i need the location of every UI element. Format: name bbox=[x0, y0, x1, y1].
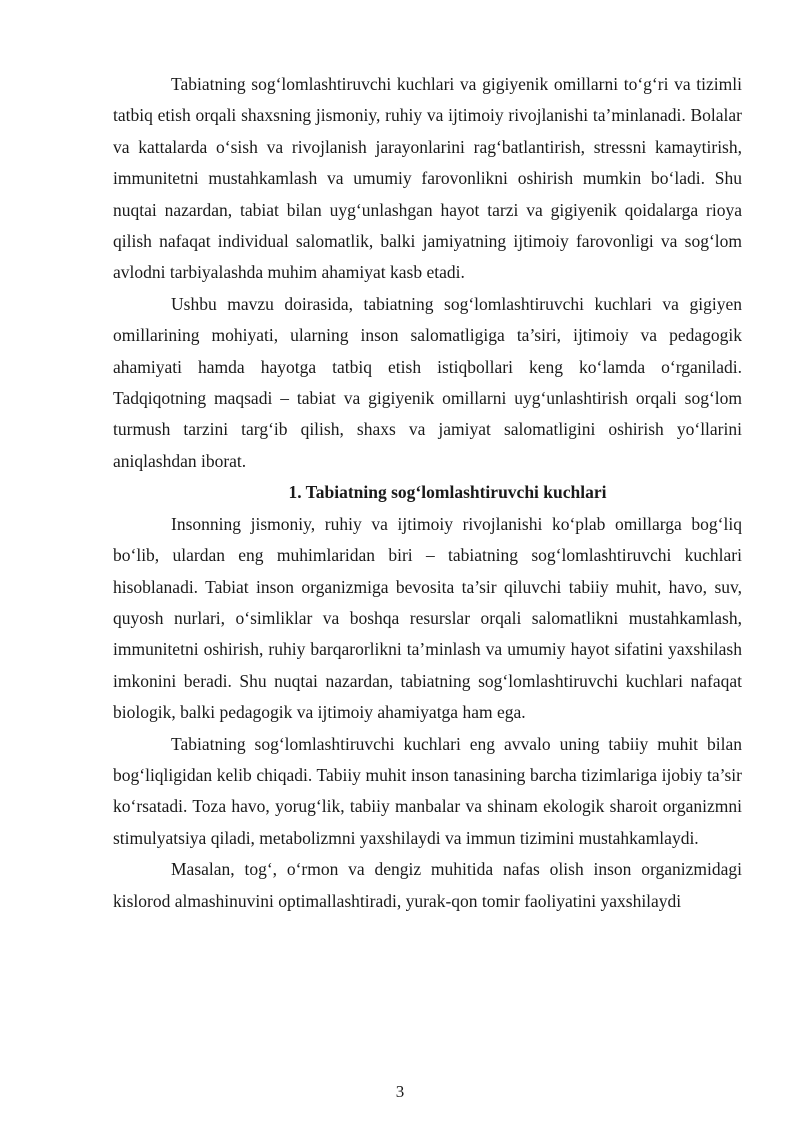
paragraph-section-2: Tabiatning sog‘lomlashtiruvchi kuchlari eng avvalo uning tabiiy muhit bilan bog‘liqligidan kelib chiqadi. Tabiiy muhit inson tanasining barcha tizimlariga ijobiy ta’sir ko‘rsatadi. Toza havo, yorug‘lik, tabiiy manbalar va shinam ekologik sharoit organizmni stimulyatsiya qiladi, metabolizmni yaxshilaydi va immun tizimini mustahkamlaydi. bbox=[113, 733, 742, 848]
page-body bbox=[113, 69, 742, 917]
paragraph-intro-1: Tabiatning sog‘lomlashtiruvchi kuchlari va gigiyenik omillarni to‘g‘ri va tizimli tatbiq etish orqali shaxsning jismoniy, ruhiy va ijtimoiy rivojlanishi ta’minlanadi. Bolalar va kattalarda o‘sish va rivojlanish jarayonlarini rag‘batlantirish, stressni kamaytirish, immunitetni mustahkamlash va umumiy farovonlikni oshirish mumkin bo‘ladi. Shu nuqtai nazardan, tabiat bilan uyg‘unlashgan hayot tarzi va gigiyenik qoidalarga rioya qilish nafaqat individual salomatlik, balki jamiyatning ijtimoiy farovonligi va sog‘lom avlodni tarbiyalashda muhim ahamiyat kasb etadi. bbox=[113, 74, 742, 283]
paragraph-section-1: Insonning jismoniy, ruhiy va ijtimoiy rivojlanishi ko‘plab omillarga bog‘liq bo‘lib, ulardan eng muhimlaridan biri – tabiatning sog‘lomlashtiruvchi kuchlari hisoblanadi. Tabiat inson organizmiga bevosita ta’sir qiluvchi tabiiy muhit, havo, suv, quyosh nurlari, o‘simliklar va boshqa resurslar orqali salomatlikni mustahkamlash, immunitetni oshirish, ruhiy barqarorlikni ta’minlash va umumiy hayot sifatini yaxshilash imkonini beradi. Shu nuqtai nazardan, tabiatning sog‘lomlashtiruvchi kuchlari nafaqat biologik, balki pedagogik va ijtimoiy ahamiyatga ham ega. bbox=[113, 513, 742, 723]
section-heading: 1. Tabiatning sog‘lomlashtiruvchi kuchlari bbox=[288, 482, 607, 503]
paragraph-intro-2: Ushbu mavzu doirasida, tabiatning sog‘lomlashtiruvchi kuchlari va gigiyen omillarining mohiyati, ularning inson salomatligiga ta’siri, ijtimoiy va pedagogik ahamiyati hamda hayotga tatbiq etish istiqbollari keng ko‘lamda o‘rganiladi. Tadqiqotning maqsadi – tabiat va gigiyenik omillarni uyg‘unlashtirish orqali sog‘lom turmush tarzini targ‘ib qilish, shaxs va jamiyat salomatligini oshirish yo‘llarini aniqlashdan iborat. bbox=[113, 293, 742, 471]
page-number: 3 bbox=[395, 1082, 405, 1101]
paragraph-section-3: Masalan, tog‘, o‘rmon va dengiz muhitida nafas olish inson organizmidagi kislorod almashinuvini optimallashtiradi, yurak-qon tomir faoliyatini yaxshilaydi bbox=[113, 859, 742, 911]
